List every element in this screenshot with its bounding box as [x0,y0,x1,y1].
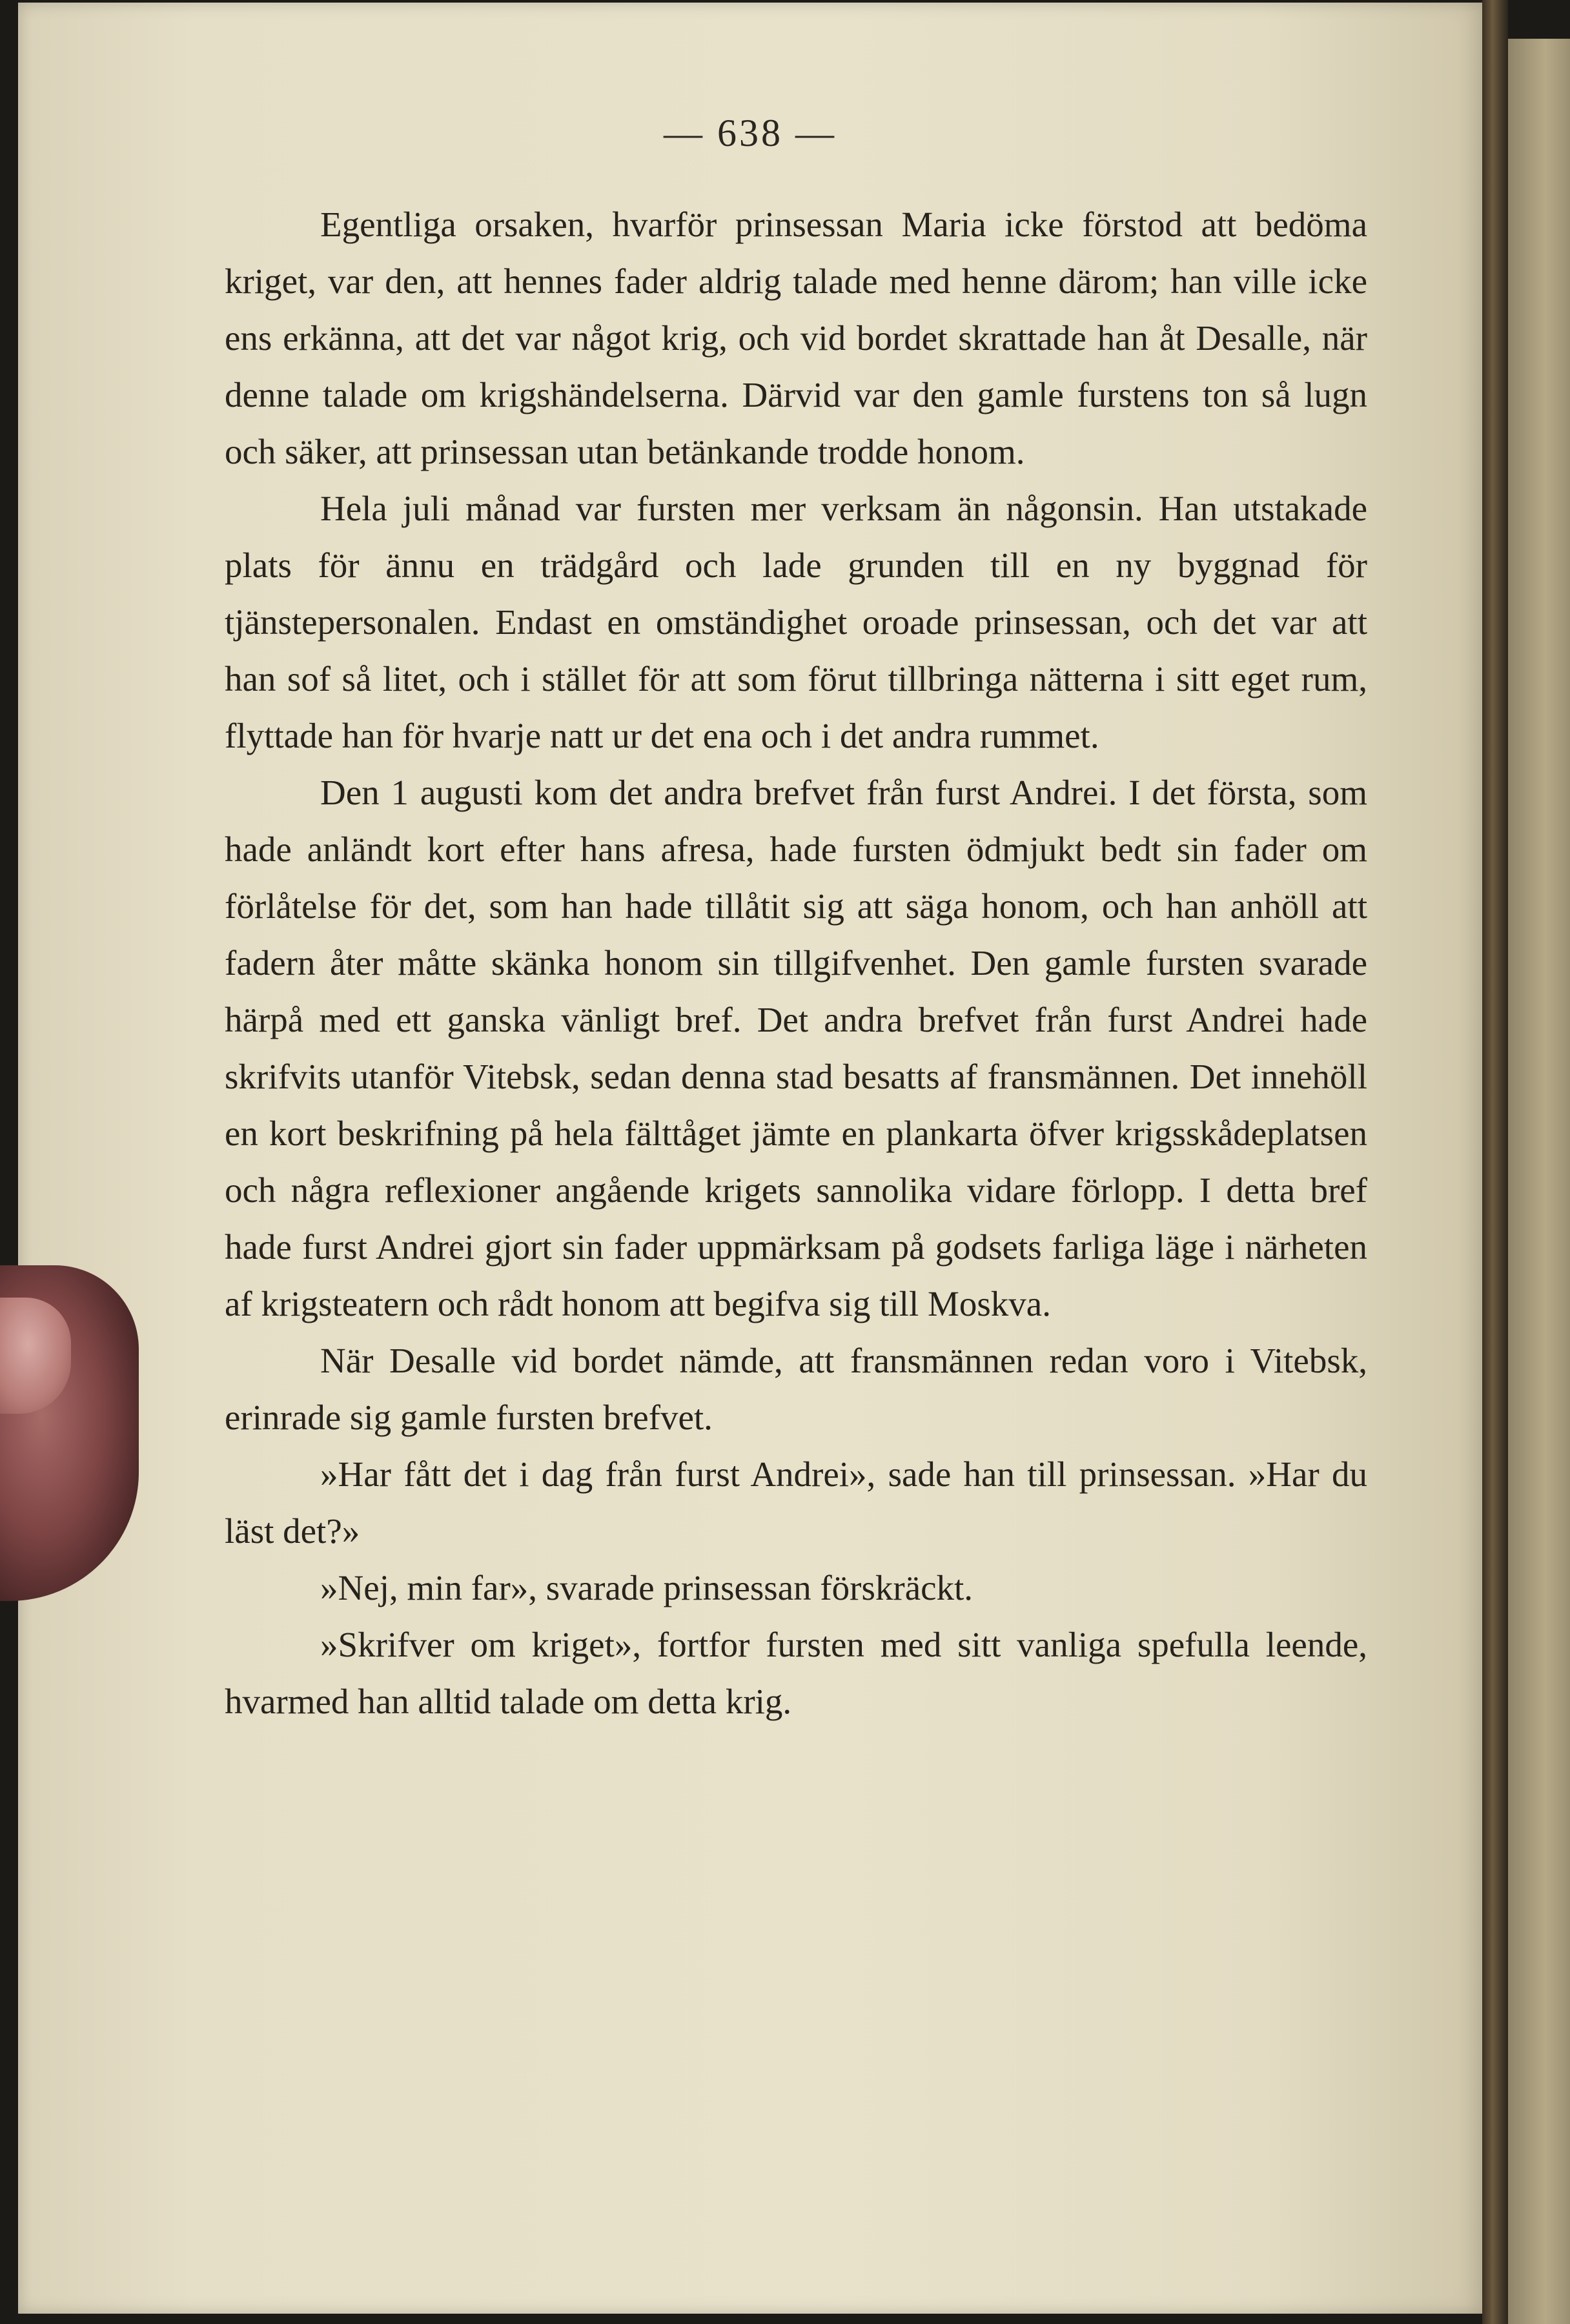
body-text [225,196,1367,1730]
paragraph-1: Egentliga orsaken, hvarför prinsessan Maria icke förstod att bedöma kriget, var den, att hennes fader aldrig talade med henne därom; han ville icke ens erkänna, att det var något krig, och vid bordet skrattade han åt Desalle, när denne talade om krigshändelserna. Därvid var den gamle furstens ton så lugn och säker, att prinsessan utan betänkande trodde honom. [225,205,1367,471]
paragraph-5: »Har fått det i dag från furst Andrei», sade han till prinsessan. »Har du läst det?» [225,1454,1367,1551]
paragraph-3: Den 1 augusti kom det andra brefvet från furst Andrei. I det första, som hade anländt kort efter hans afresa, hade fursten ödmjukt bedt sin fader om förlåtelse för det, som han hade tillåtit sig att säga honom, och han anhöll att fadern åter måtte skänka honom sin tillgifvenhet. Den gamle fursten svarade härpå med ett ganska vänligt bref. Det andra brefvet från furst Andrei hade skrifvits utanför Vitebsk, sedan denna stad besatts af fransmännen. Det innehöll en kort beskrifning på hela fälttåget jämte en plankarta öfver krigsskådeplatsen och några reflexioner angående krigets sannolika vidare förlopp. I detta bref hade furst Andrei gjort sin fader uppmärksam på godsets farliga läge i närheten af krigsteatern och rådt honom att begifva sig till Moskva. [225,773,1367,1323]
page-number: — 638 — [664,112,837,154]
paragraph-2: Hela juli månad var fursten mer verksam än någonsin. Han utstakade plats för ännu en trädgård och lade grunden till en ny byggnad för tjänstepersonalen. Endast en omständighet oroade prinsessan, och det var att han sof så litet, och i stället för att som förut tillbringa nätterna i sitt eget rum, flyttade han för hvarje natt ur det ena och i det andra rummet. [225,489,1367,755]
paragraph-7: »Skrifver om kriget», fortfor fursten med sitt vanliga spefulla leende, hvarmed han alltid talade om detta krig. [225,1625,1367,1721]
next-page-edge [1508,39,1570,2324]
book-spine-shadow [1482,0,1508,2324]
paragraph-6: »Nej, min far», svarade prinsessan förskräckt. [320,1568,974,1607]
paragraph-4: När Desalle vid bordet nämde, att fransmännen redan voro i Vitebsk, erinrade sig gamle fursten brefvet. [225,1341,1367,1437]
book-page [18,3,1482,2314]
